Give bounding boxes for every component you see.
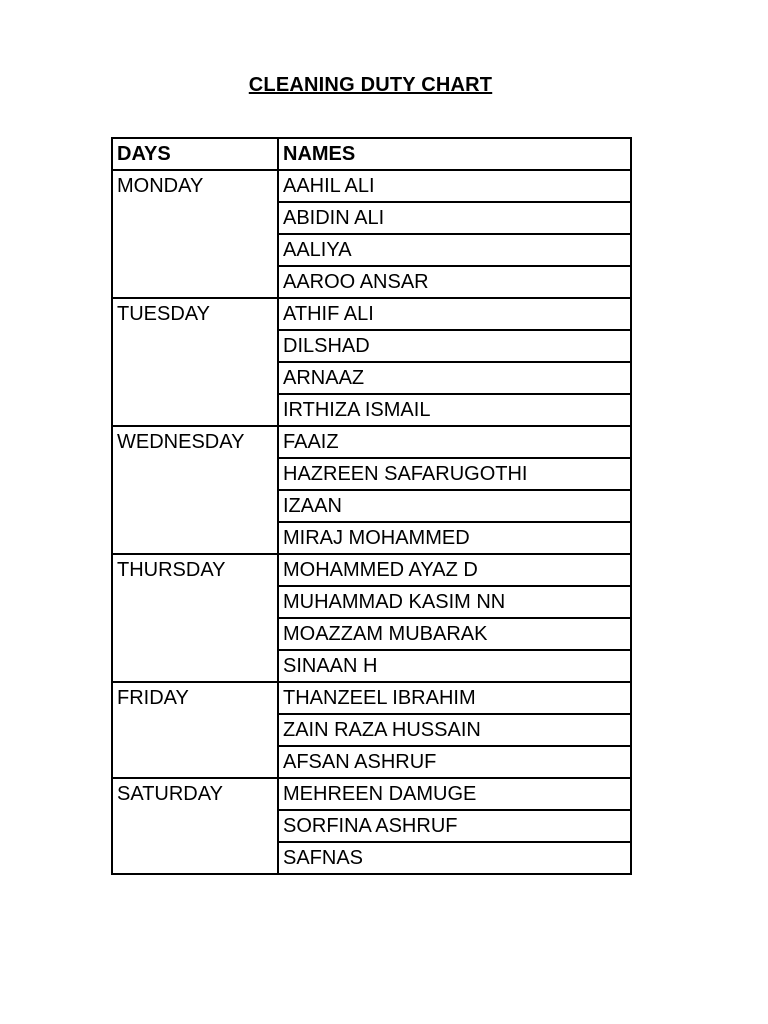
- names-header: NAMES: [278, 138, 631, 170]
- table-row: [112, 170, 631, 202]
- table-row: [112, 554, 631, 586]
- day-cell: WEDNESDAY: [112, 426, 278, 554]
- name-cell: DILSHAD: [278, 330, 631, 362]
- name-cell: THANZEEL IBRAHIM: [278, 682, 631, 714]
- name-cell: AAHIL ALI: [278, 170, 631, 202]
- header-row: [112, 138, 631, 170]
- name-cell: AFSAN ASHRUF: [278, 746, 631, 778]
- name-cell: SINAAN H: [278, 650, 631, 682]
- table-row: [112, 426, 631, 458]
- name-cell: ZAIN RAZA HUSSAIN: [278, 714, 631, 746]
- name-cell: SAFNAS: [278, 842, 631, 874]
- page-title: CLEANING DUTY CHART: [248, 74, 493, 96]
- name-cell: FAAIZ: [278, 426, 631, 458]
- name-cell: AAROO ANSAR: [278, 266, 631, 298]
- day-cell: SATURDAY: [112, 778, 278, 874]
- name-cell: HAZREEN SAFARUGOTHI: [278, 458, 631, 490]
- name-cell: MIRAJ MOHAMMED: [278, 522, 631, 554]
- name-cell: ABIDIN ALI: [278, 202, 631, 234]
- days-header: DAYS: [112, 138, 278, 170]
- day-cell: FRIDAY: [112, 682, 278, 778]
- name-cell: IRTHIZA ISMAIL: [278, 394, 631, 426]
- name-cell: IZAAN: [278, 490, 631, 522]
- name-cell: MOHAMMED AYAZ D: [278, 554, 631, 586]
- name-cell: MUHAMMAD KASIM NN: [278, 586, 631, 618]
- name-cell: AALIYA: [278, 234, 631, 266]
- duty-table: [111, 137, 632, 875]
- table-row: [112, 778, 631, 810]
- day-cell: TUESDAY: [112, 298, 278, 426]
- name-cell: ATHIF ALI: [278, 298, 631, 330]
- day-cell: THURSDAY: [112, 554, 278, 682]
- table-row: [112, 298, 631, 330]
- table-row: [112, 682, 631, 714]
- day-cell: MONDAY: [112, 170, 278, 298]
- name-cell: SORFINA ASHRUF: [278, 810, 631, 842]
- name-cell: ARNAAZ: [278, 362, 631, 394]
- duty-table-body: [112, 170, 631, 874]
- name-cell: MEHREEN DAMUGE: [278, 778, 631, 810]
- name-cell: MOAZZAM MUBARAK: [278, 618, 631, 650]
